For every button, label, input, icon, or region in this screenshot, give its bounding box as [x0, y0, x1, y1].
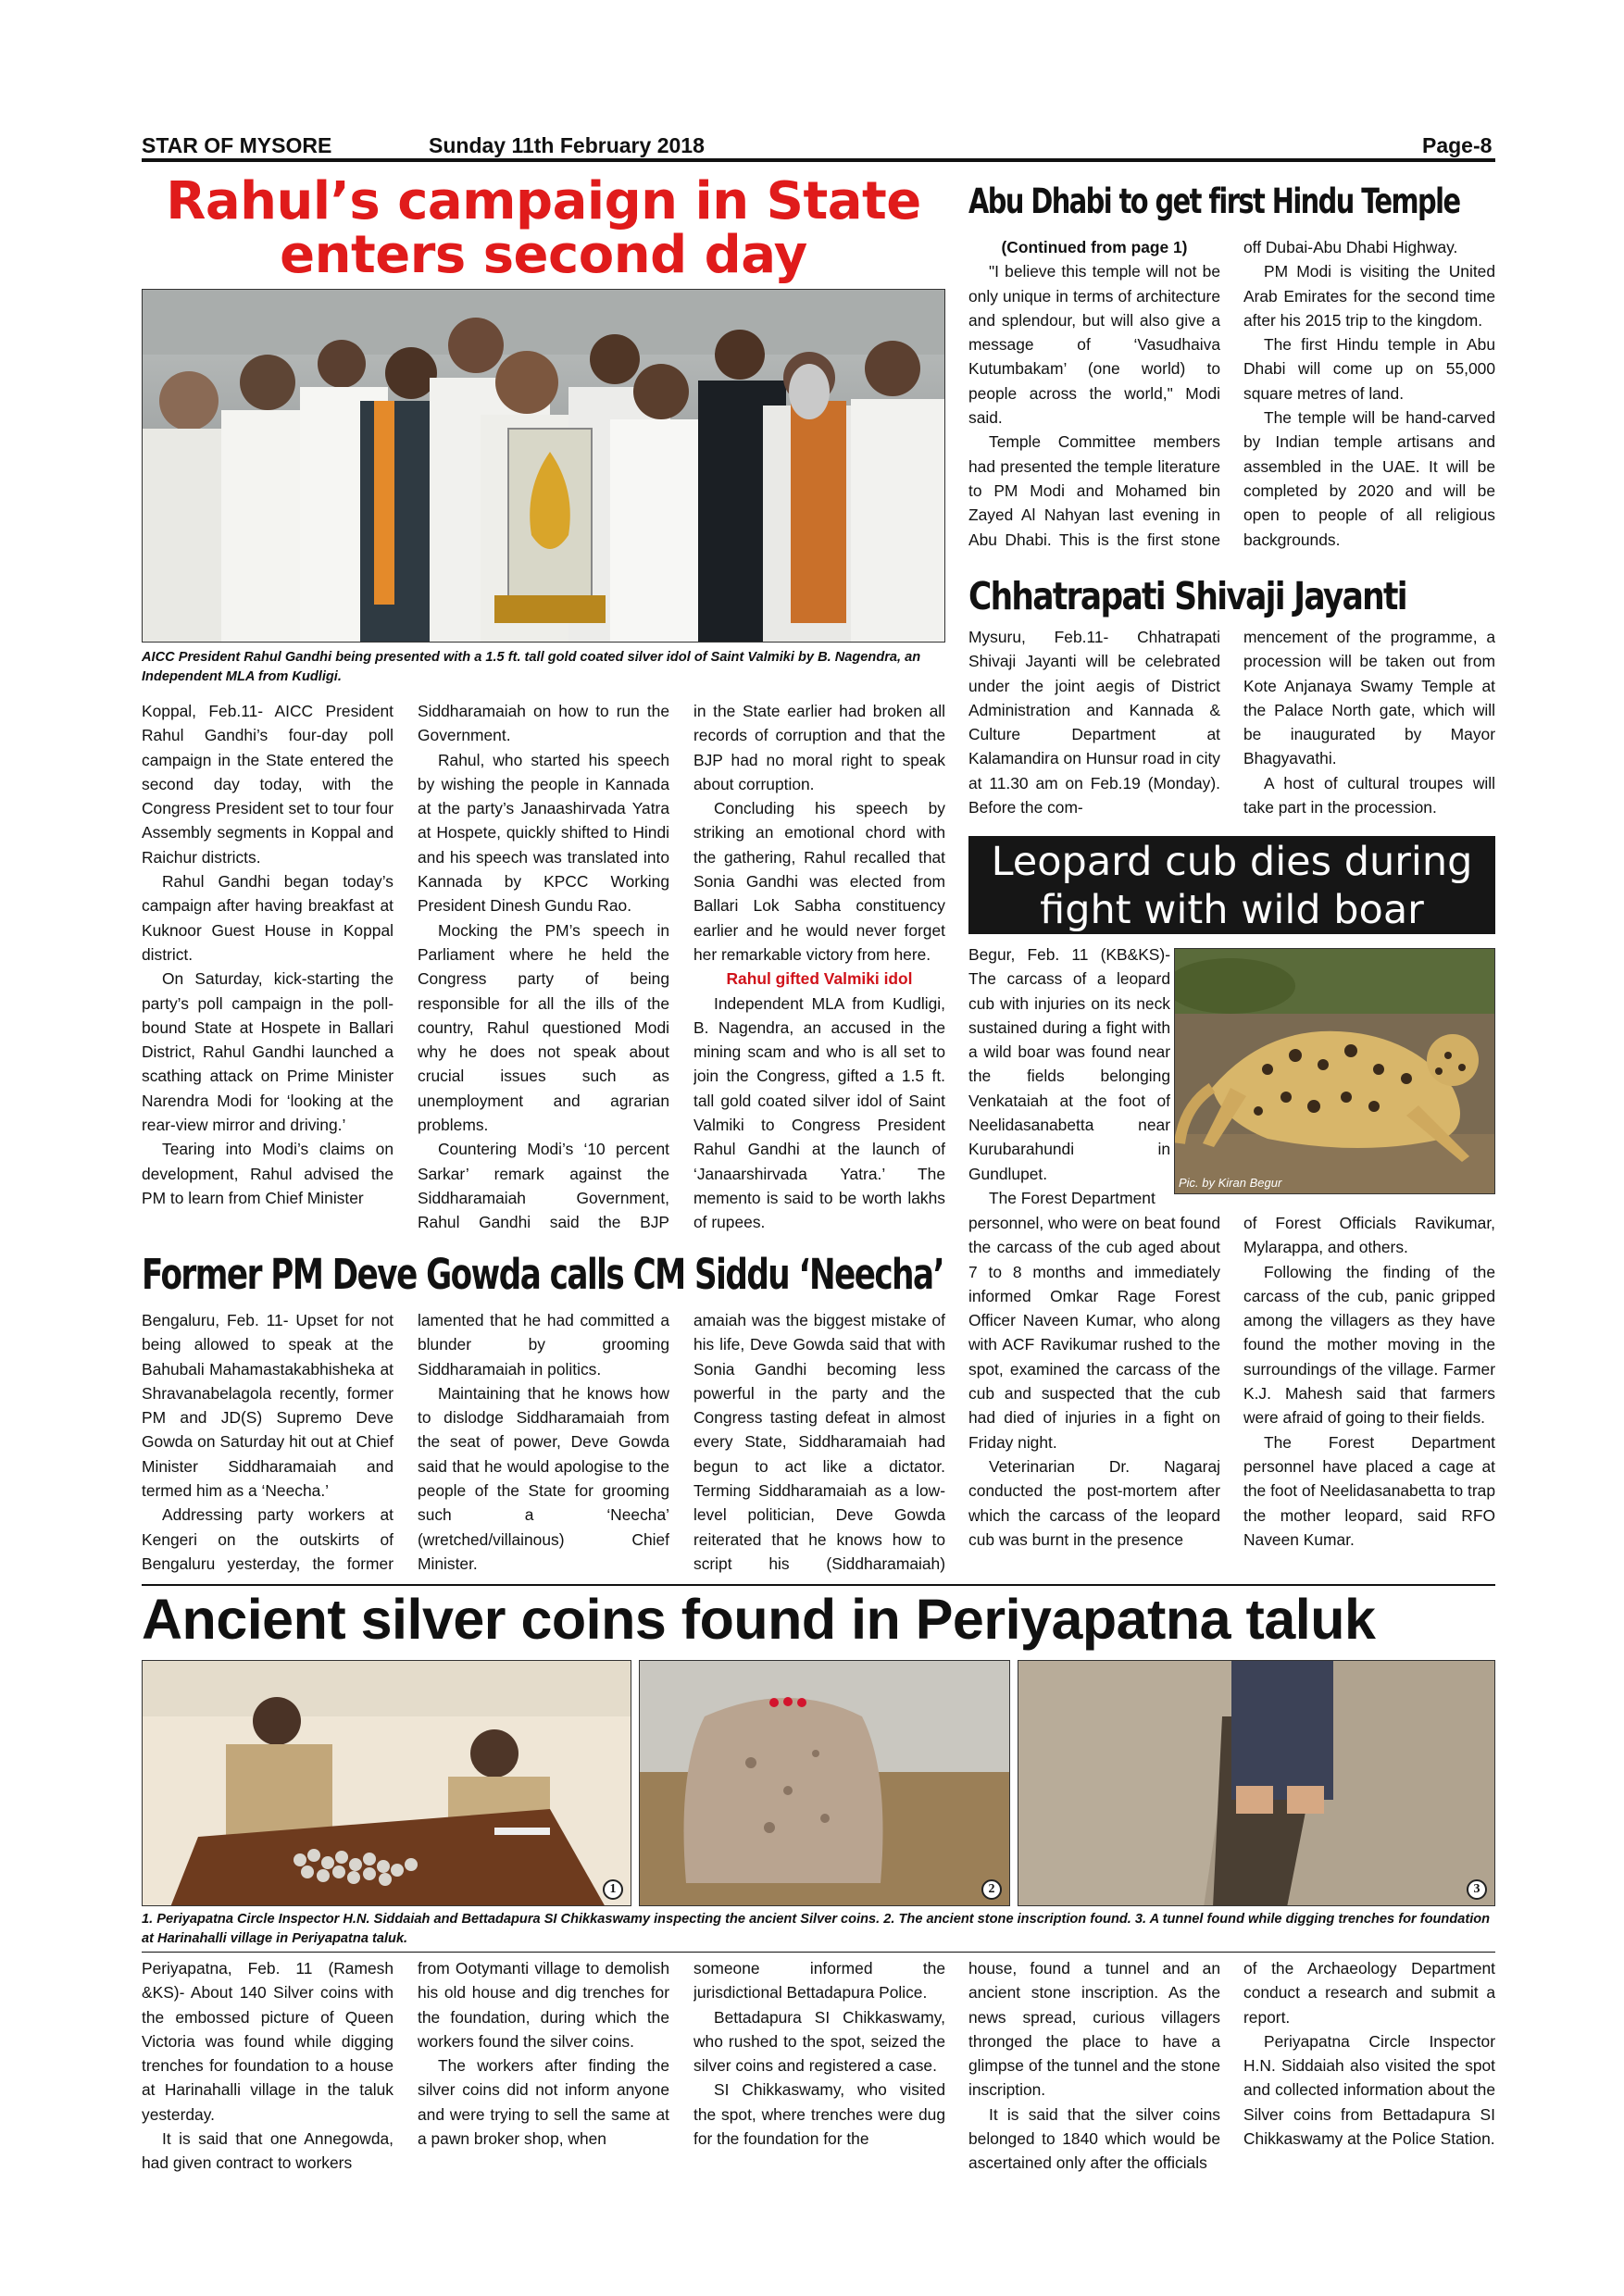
continued-note: (Continued from page 1): [1001, 238, 1188, 256]
coins-paragraph: The workers after finding the silver coins did not inform anyone and were trying to sell the same at a pawn broker shop, when: [418, 2056, 669, 2149]
caption-rule: [142, 1952, 1495, 1953]
leopard-paragraph: Veterinarian Dr. Nagaraj conducted the post-mortem after which the carcass of the leopard cub was burnt in the presence: [968, 1456, 1220, 1549]
page-number: Page-8: [1422, 133, 1493, 157]
leopard-column-1: [968, 1211, 1220, 1574]
paper-name: STAR OF MYSORE: [142, 133, 332, 157]
abudhabi-paragraph: PM Modi is visiting the United Arab Emirates for the second time after his 2015 trip to the kingdom.: [1243, 262, 1495, 330]
devegowda-headline: Former PM Deve Gowda calls CM Siddu ‘Neecha’: [142, 1250, 944, 1299]
shivaji-paragraph: A host of cultural troupes will take part in the procession.: [1243, 773, 1495, 817]
leopard-photo-credit: Pic. by Kiran Begur: [1179, 1176, 1282, 1190]
leopard-paragraph: of Forest Officials Ravikumar, Mylarappa, and others.: [1243, 1214, 1495, 1257]
leopard-photo: [1174, 948, 1495, 1194]
coins-photo-1: [142, 1660, 631, 1906]
section-rule: [142, 1584, 1495, 1586]
rahul-subhead: Rahul gifted Valmiki idol: [726, 969, 913, 989]
leopard-paragraph: The Forest Department personnel have placed a cage at the foot of Neelidasanabetta to trap the mother leopard, said RFO Naveen Kumar.: [1243, 1432, 1495, 1549]
shivaji-column-2: [1243, 625, 1495, 827]
rahul-paragraph: Independent MLA from Kudligi, B. Nagendra, an accused in the mining scam and who is all set to join the Congress, gifted a 1.5 ft. tall gold coated silver idol of Saint Valmiki to Congress President Rahul Gandhi at the launch of ‘Janaarshirvada Yatra.’ The memento is said to be worth lakhs of rupees.: [693, 993, 945, 1232]
rahul-paragraph: Rahul, who started his speech by wishing the people in Kannada at the party’s Janaashirvada Yatra at Hospete, quickly shifted to Hindi and his speech was translated into Kannada by KPCC Working President Dinesh Gundu Rao.: [418, 750, 669, 916]
leopard-paragraph: The Forest Department: [989, 1188, 1156, 1207]
coins-paragraph: of the Archaeology Department conduct a research and submit a report.: [1243, 1959, 1495, 2027]
abudhabi-column-2: [1243, 235, 1495, 550]
devegowda-column-1: [142, 1308, 394, 1577]
photo-number-badge: 1: [603, 1879, 623, 1900]
coins-photo-caption: 1. Periyapatna Circle Inspector H.N. Siddaiah and Bettadapura SI Chikkaswamy inspecting the ancient Silver coins. 2. The ancient stone inscription found. 3. A tunnel found while digging trenches for foundation at Harinahalli village in Periyapatna taluk.: [142, 1912, 1491, 1946]
leopard-headline-box: [968, 836, 1495, 934]
photo-number-badge: 2: [981, 1879, 1002, 1900]
rahul-paragraph: Tearing into Modi’s claims on development, Rahul advised the PM to learn from Chief Minister: [142, 1140, 394, 1207]
leopard-column-narrow: [968, 942, 1170, 1211]
leopard-paragraph: Following the finding of the carcass of the cub, panic gripped among the villagers as they have found the mother moving in the surroundings of the village. Farmer K.J. Mahesh said that farmers were afraid of going to their fields.: [1243, 1262, 1495, 1428]
abudhabi-paragraph: "I believe this temple will not be only unique in terms of architecture and splendour, but will also give a message of ‘Vasudhaiva Kutumbakam’ (one world) to people across the world," Modi said.: [968, 262, 1220, 428]
rahul-photo: [142, 289, 945, 643]
rahul-paragraph: Koppal, Feb.11- AICC President Rahul Gandhi’s four-day poll campaign in the State entered the second day today, with the Congress President set to tour four Assembly segments in Koppal and Raichur districts.: [142, 702, 394, 867]
shivaji-column-1: [968, 625, 1220, 827]
leopard-paragraph: Begur, Feb. 11 (KB&KS)- The carcass of a leopard cub with injuries on its neck sustained during a fight with a wild boar was found near the fields belonging Venkataiah at the foot of Neelidasanabetta near Kurubarahundi in Gundlupet.: [968, 945, 1170, 1183]
photo-number-badge: 3: [1467, 1879, 1487, 1900]
rahul-paragraph: Mocking the PM’s speech in Parliament where he held the Congress party of being responsible for all the ills of the country, Rahul questioned Modi why he does not speak about crucial issues such as unemployment and agrarian problems.: [418, 920, 669, 1135]
coins-column-2: [418, 1956, 669, 2178]
rahul-column-1: [142, 699, 394, 1238]
leopard-column-2: [1243, 1211, 1495, 1574]
shivaji-paragraph: Mysuru, Feb.11- Chhatrapati Shivaji Jayanti will be celebrated under the joint aegis of District Administration and Kannada & Culture Department at Kalamandira on Hunsur road in city at 11.30 am on Feb.19 (Monday). Before the com-: [968, 628, 1220, 817]
leopard-paragraph: personnel, who were on beat found the carcass of the cub aged about 7 to 8 months and immediately informed Omkar Rage Forest Officer Naveen Kumar, who along with ACF Ravikumar rushed to the spot, examined the carcass of the cub and suspected that the cub had died of injuries in a fight on Friday night.: [968, 1214, 1220, 1452]
rahul-paragraph: Countering Modi’s ‘10 percent Sarkar’ remark against the Siddharamaiah Government, Rahul Gandhi said the BJP: [418, 1140, 669, 1232]
coins-photo-2: [639, 1660, 1010, 1906]
abudhabi-paragraph: The temple will be hand-carved by Indian temple artisans and assembled in the UAE. It will be completed by 2020 and will be open to people of all religious backgrounds.: [1243, 408, 1495, 549]
coins-paragraph: house, found a tunnel and an ancient stone inscription. As the news spread, curious villagers thronged the place to have a glimpse of the tunnel and the stone inscription.: [968, 1959, 1220, 2100]
abudhabi-column-1: [968, 235, 1220, 550]
rahul-paragraph: in the State earlier had broken all records of corruption and that the BJP had no moral right to speak about corruption.: [693, 702, 945, 793]
abudhabi-paragraph: off Dubai-Abu Dhabi Highway.: [1243, 238, 1458, 256]
rahul-photo-caption: AICC President Rahul Gandhi being presented with a 1.5 ft. tall gold coated silver idol of Saint Valmiki by B. Nagendra, an Independent MLA from Kudligi.: [142, 650, 921, 684]
coins-paragraph: someone informed the jurisdictional Bettadapura Police.: [693, 1959, 945, 2003]
shivaji-paragraph: mencement of the programme, a procession will be taken out from Kote Anjanaya Swamy Temple at the Palace North gate, which will be inaugurated by Mayor Bhagyavathi.: [1243, 628, 1495, 768]
rahul-headline-line1: Rahul’s campaign in State: [166, 171, 921, 231]
abudhabi-headline: Abu Dhabi to get first Hindu Temple: [968, 181, 1460, 221]
rahul-paragraph: Siddharamaiah on how to run the Government.: [418, 702, 669, 745]
devegowda-paragraph: lamented that he had committed a blunder by grooming Siddharamaiah in politics.: [418, 1311, 669, 1379]
issue-date: Sunday 11th February 2018: [429, 133, 705, 157]
devegowda-paragraph: [418, 1576, 669, 1577]
coins-photo-3: [1018, 1660, 1495, 1906]
shivaji-headline: Chhatrapati Shivaji Jayanti: [968, 574, 1406, 618]
rahul-headline-line2: enters second day: [280, 225, 807, 285]
masthead-rule: [142, 158, 1495, 162]
rahul-paragraph: Rahul Gandhi began today’s campaign after having breakfast at Kuknoor Guest House in Koppal district.: [142, 872, 394, 964]
coins-paragraph: SI Chikkaswamy, who visited the spot, where trenches were dug for the foundation for the: [693, 2080, 945, 2149]
devegowda-column-2: [418, 1308, 669, 1577]
devegowda-column-3: [693, 1308, 945, 1577]
coins-headline: Ancient silver coins found in Periyapatna taluk: [142, 1588, 1376, 1651]
devegowda-paragraph: Bengaluru, Feb. 11- Upset for not being allowed to speak at the Bahubali Mahamastakabhisheka at Shravanabelagola recently, former PM and JD(S) Supremo Deve Gowda on Saturday hit out at Chief Minister Siddharamaiah and termed him as a ‘Neecha.’: [142, 1311, 394, 1501]
coins-paragraph: It is said that one Annegowda, had given contract to workers: [142, 2129, 394, 2173]
rahul-column-3: [693, 699, 945, 1238]
abudhabi-paragraph: The first Hindu temple in Abu Dhabi will come up on 55,000 square metres of land.: [1243, 335, 1495, 403]
coins-paragraph: Bettadapura SI Chikkaswamy, who rushed to the spot, seized the silver coins and registered a case.: [693, 2007, 945, 2076]
coins-paragraph: Periyapatna Circle Inspector H.N. Siddaiah also visited the spot and collected information about the Silver coins from Bettadapura SI Chikkaswamy at the Police Station.: [1243, 2031, 1495, 2149]
rahul-paragraph: Concluding his speech by striking an emotional chord with the gathering, Rahul recalled that Sonia Gandhi was elected from Ballari Lok Sabha constituency earlier and he would never forget her remarkable victory from here.: [693, 799, 945, 964]
coins-column-3: [693, 1956, 945, 2178]
devegowda-paragraph: amaiah was the biggest mistake of his life, Deve Gowda said that with Sonia Gandhi becoming less powerful in the party and the Congress tasting defeat in almost every State, Siddharamaiah had begun to act like a dictator. Terming Siddharamaiah as a low-level politician, Deve Gowda reiterated that he knows how to script his (Siddharamaiah): [693, 1311, 945, 1573]
devegowda-paragraph: Maintaining that he knows how to dislodge Siddharamaiah from the seat of power, Deve Gowda said that he would apologise to the people of the State for grooming such a ‘Neecha’ (wretched/villainous) Chief Minister.: [418, 1383, 669, 1573]
coins-paragraph: Periyapatna, Feb. 11 (Ramesh &KS)- About 140 Silver coins with the embossed picture of Queen Victoria was found while digging trenches for foundation to a house at Harinahalli village in the taluk yesterday.: [142, 1959, 394, 2124]
coins-column-1: [142, 1956, 394, 2178]
rahul-paragraph: On Saturday, kick-starting the party’s poll campaign in the poll-bound State at Hospete in Ballari District, Rahul Gandhi launched a scathing attack on Prime Minister Narendra Modi for ‘looking at the rear-view mirror and driving.’: [142, 969, 394, 1135]
coins-paragraph: It is said that the silver coins belonged to 1840 which would be ascertained only after the officials: [968, 2104, 1220, 2173]
coins-paragraph: from Ootymanti village to demolish his old house and dig trenches for the foundation, during which the workers found the silver coins.: [418, 1959, 669, 2051]
leopard-headline-line1: Leopard cub dies during: [991, 839, 1473, 885]
leopard-headline-line2: fight with wild boar: [1040, 887, 1424, 933]
devegowda-paragraph: Addressing party workers at Kengeri on the outskirts of Bengaluru yesterday, the former: [142, 1505, 394, 1573]
abudhabi-paragraph: Temple Committee members had presented the temple literature to PM Modi and Mohamed bin Zayed Al Nahyan last evening in Abu Dhabi. This is the first stone: [968, 432, 1220, 549]
coins-column-4: [968, 1956, 1220, 2178]
coins-column-5: [1243, 1956, 1495, 2178]
rahul-column-2: [418, 699, 669, 1238]
